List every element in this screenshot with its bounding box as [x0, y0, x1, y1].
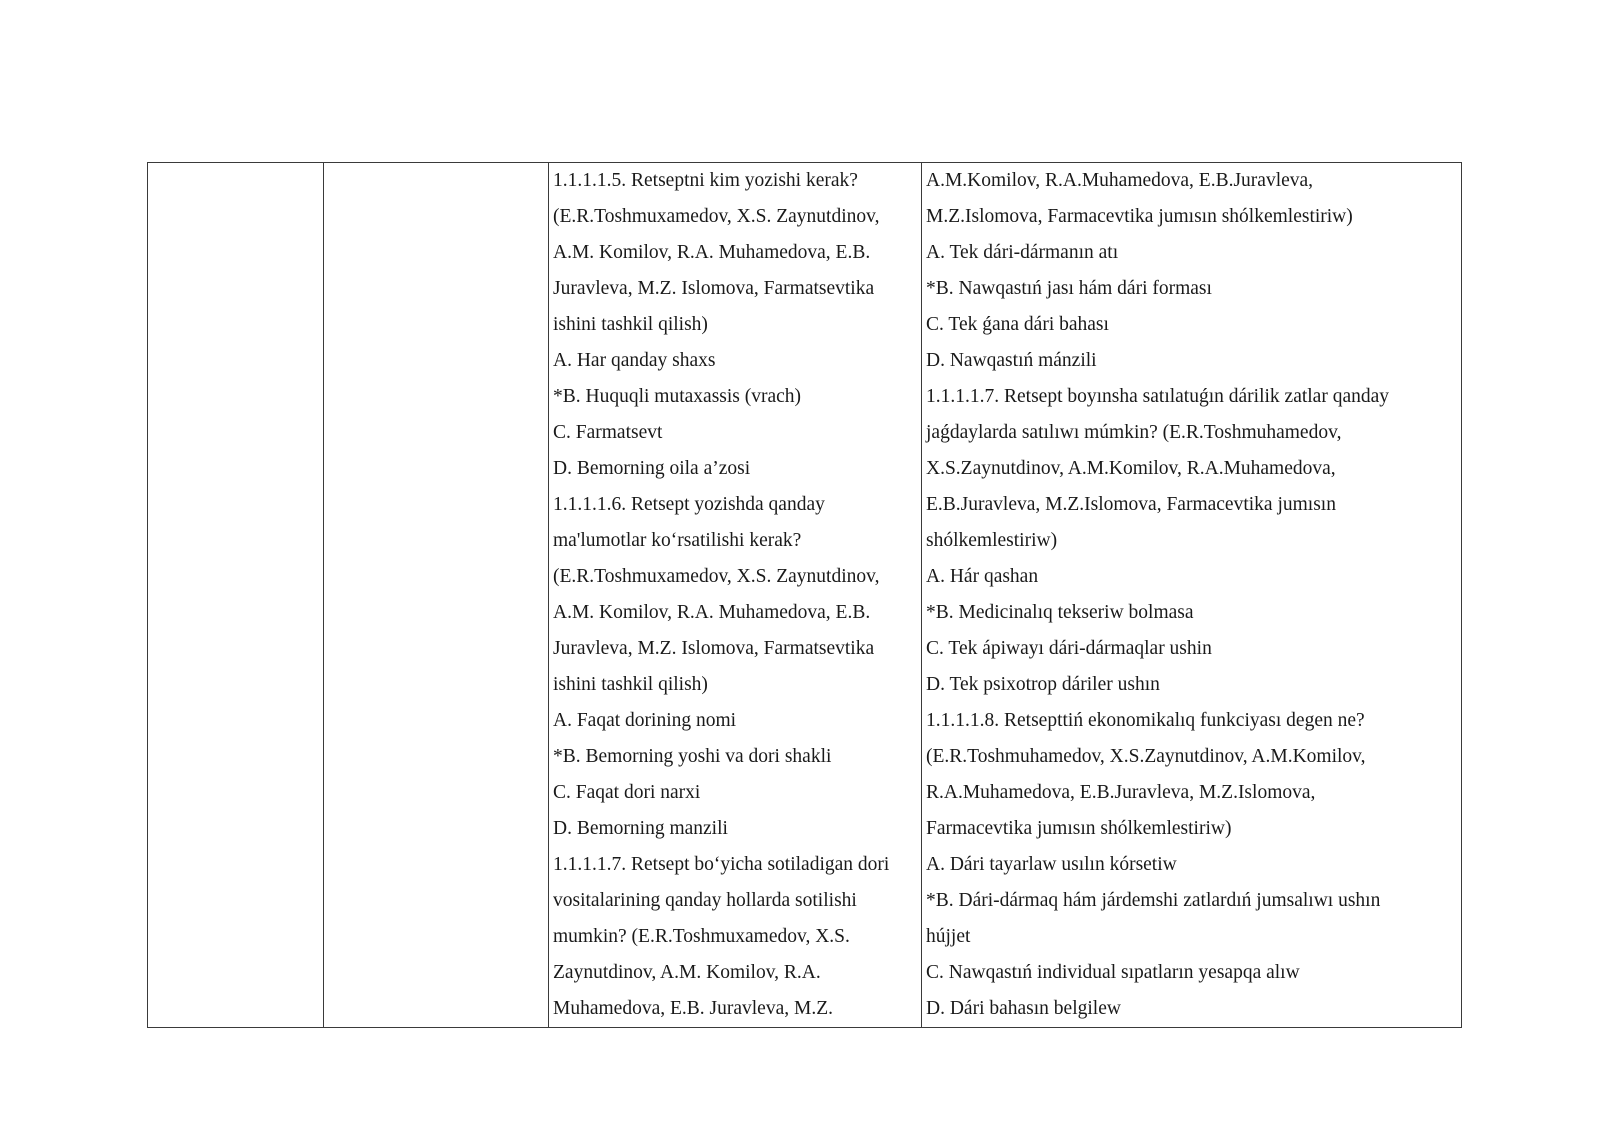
text-line: C. Farmatsevt	[553, 422, 663, 443]
text-line: hújjet	[926, 926, 971, 947]
table-cell-empty-1	[148, 163, 324, 1028]
text-line: D. Bemorning oila a’zosi	[553, 458, 751, 479]
document-table	[147, 162, 1462, 1028]
text-line: D. Dári bahasın belgilew	[926, 998, 1121, 1019]
text-line: X.S.Zaynutdinov, A.M.Komilov, R.A.Muhamedova,	[926, 458, 1336, 479]
text-line: C. Tek ápiwayı dári-dármaqlar ushin	[926, 638, 1212, 659]
text-line: Zaynutdinov, A.M. Komilov, R.A.	[553, 962, 821, 983]
text-line: ma'lumotlar koʻrsatilishi kerak?	[553, 530, 802, 551]
text-line: A.M. Komilov, R.A. Muhamedova, E.B.	[553, 242, 871, 263]
text-line: jaǵdaylarda satılıwı múmkin? (E.R.Toshmuhamedov,	[926, 422, 1342, 443]
text-line: A.M. Komilov, R.A. Muhamedova, E.B.	[553, 602, 871, 623]
text-line: A. Tek dári-dármanın atı	[926, 242, 1119, 263]
text-line: D. Nawqastıń mánzili	[926, 350, 1097, 371]
text-line: A. Faqat dorining nomi	[553, 710, 737, 731]
text-line: Juravleva, M.Z. Islomova, Farmatsevtika	[553, 638, 875, 659]
text-line: (E.R.Toshmuxamedov, X.S. Zaynutdinov,	[553, 206, 880, 227]
text-line: M.Z.Islomova, Farmacevtika jumısın shólkemlestiriw)	[926, 206, 1353, 227]
text-line: D. Tek psixotrop dáriler ushın	[926, 674, 1160, 695]
text-line: shólkemlestiriw)	[926, 530, 1058, 551]
text-line: (E.R.Toshmuxamedov, X.S. Zaynutdinov,	[553, 566, 880, 587]
text-line: Muhamedova, E.B. Juravleva, M.Z.	[553, 998, 833, 1019]
text-line: A. Har qanday shaxs	[553, 350, 716, 371]
text-line: mumkin? (E.R.Toshmuxamedov, X.S.	[553, 926, 850, 947]
text-line: *B. Huquqli mutaxassis (vrach)	[553, 386, 802, 407]
table-cell-empty-2	[324, 163, 549, 1028]
text-line: 1.1.1.1.8. Retsepttiń ekonomikalıq funkciyası degen ne?	[926, 710, 1365, 731]
text-line: *B. Dári-dármaq hám járdemshi zatlardıń jumsalıwı ushın	[926, 890, 1381, 911]
table-cell-questions-kaa	[922, 163, 1462, 1028]
text-line: ishini tashkil qilish)	[553, 674, 708, 695]
text-line: *B. Bemorning yoshi va dori shakli	[553, 746, 832, 767]
text-line: 1.1.1.1.7. Retsept boʻyicha sotiladigan dori	[553, 854, 890, 875]
text-line: R.A.Muhamedova, E.B.Juravleva, M.Z.Islomova,	[926, 782, 1316, 803]
text-line: C. Nawqastıń individual sıpatların yesapqa alıw	[926, 962, 1300, 983]
text-line: A. Dári tayarlaw usılın kórsetiw	[926, 854, 1177, 875]
text-line: *B. Medicinalıq tekseriw bolmasa	[926, 602, 1194, 623]
text-line: 1.1.1.1.7. Retsept boyınsha satılatuǵın dárilik zatlar qanday	[926, 386, 1390, 407]
text-line: 1.1.1.1.6. Retsept yozishda qanday	[553, 494, 825, 515]
text-line: A. Hár qashan	[926, 566, 1039, 587]
questions-kaa-text	[922, 163, 1461, 1027]
table-row	[148, 163, 1462, 1028]
text-line: A.M.Komilov, R.A.Muhamedova, E.B.Juravleva,	[926, 170, 1314, 191]
questions-uz-text	[549, 163, 921, 1027]
text-line: C. Tek ǵana dári bahası	[926, 314, 1109, 335]
table-cell-questions-uz	[549, 163, 922, 1028]
text-line: ishini tashkil qilish)	[553, 314, 708, 335]
text-line: Farmacevtika jumısın shólkemlestiriw)	[926, 818, 1232, 839]
text-line: C. Faqat dori narxi	[553, 782, 701, 803]
text-line: (E.R.Toshmuhamedov, X.S.Zaynutdinov, A.M.Komilov,	[926, 746, 1366, 767]
text-line: Juravleva, M.Z. Islomova, Farmatsevtika	[553, 278, 875, 299]
text-line: 1.1.1.1.5. Retseptni kim yozishi kerak?	[553, 170, 858, 191]
text-line: vositalarining qanday hollarda sotilishi	[553, 890, 857, 911]
text-line: E.B.Juravleva, M.Z.Islomova, Farmacevtika jumısın	[926, 494, 1336, 515]
text-line: *B. Nawqastıń jası hám dári forması	[926, 278, 1212, 299]
text-line: D. Bemorning manzili	[553, 818, 728, 839]
